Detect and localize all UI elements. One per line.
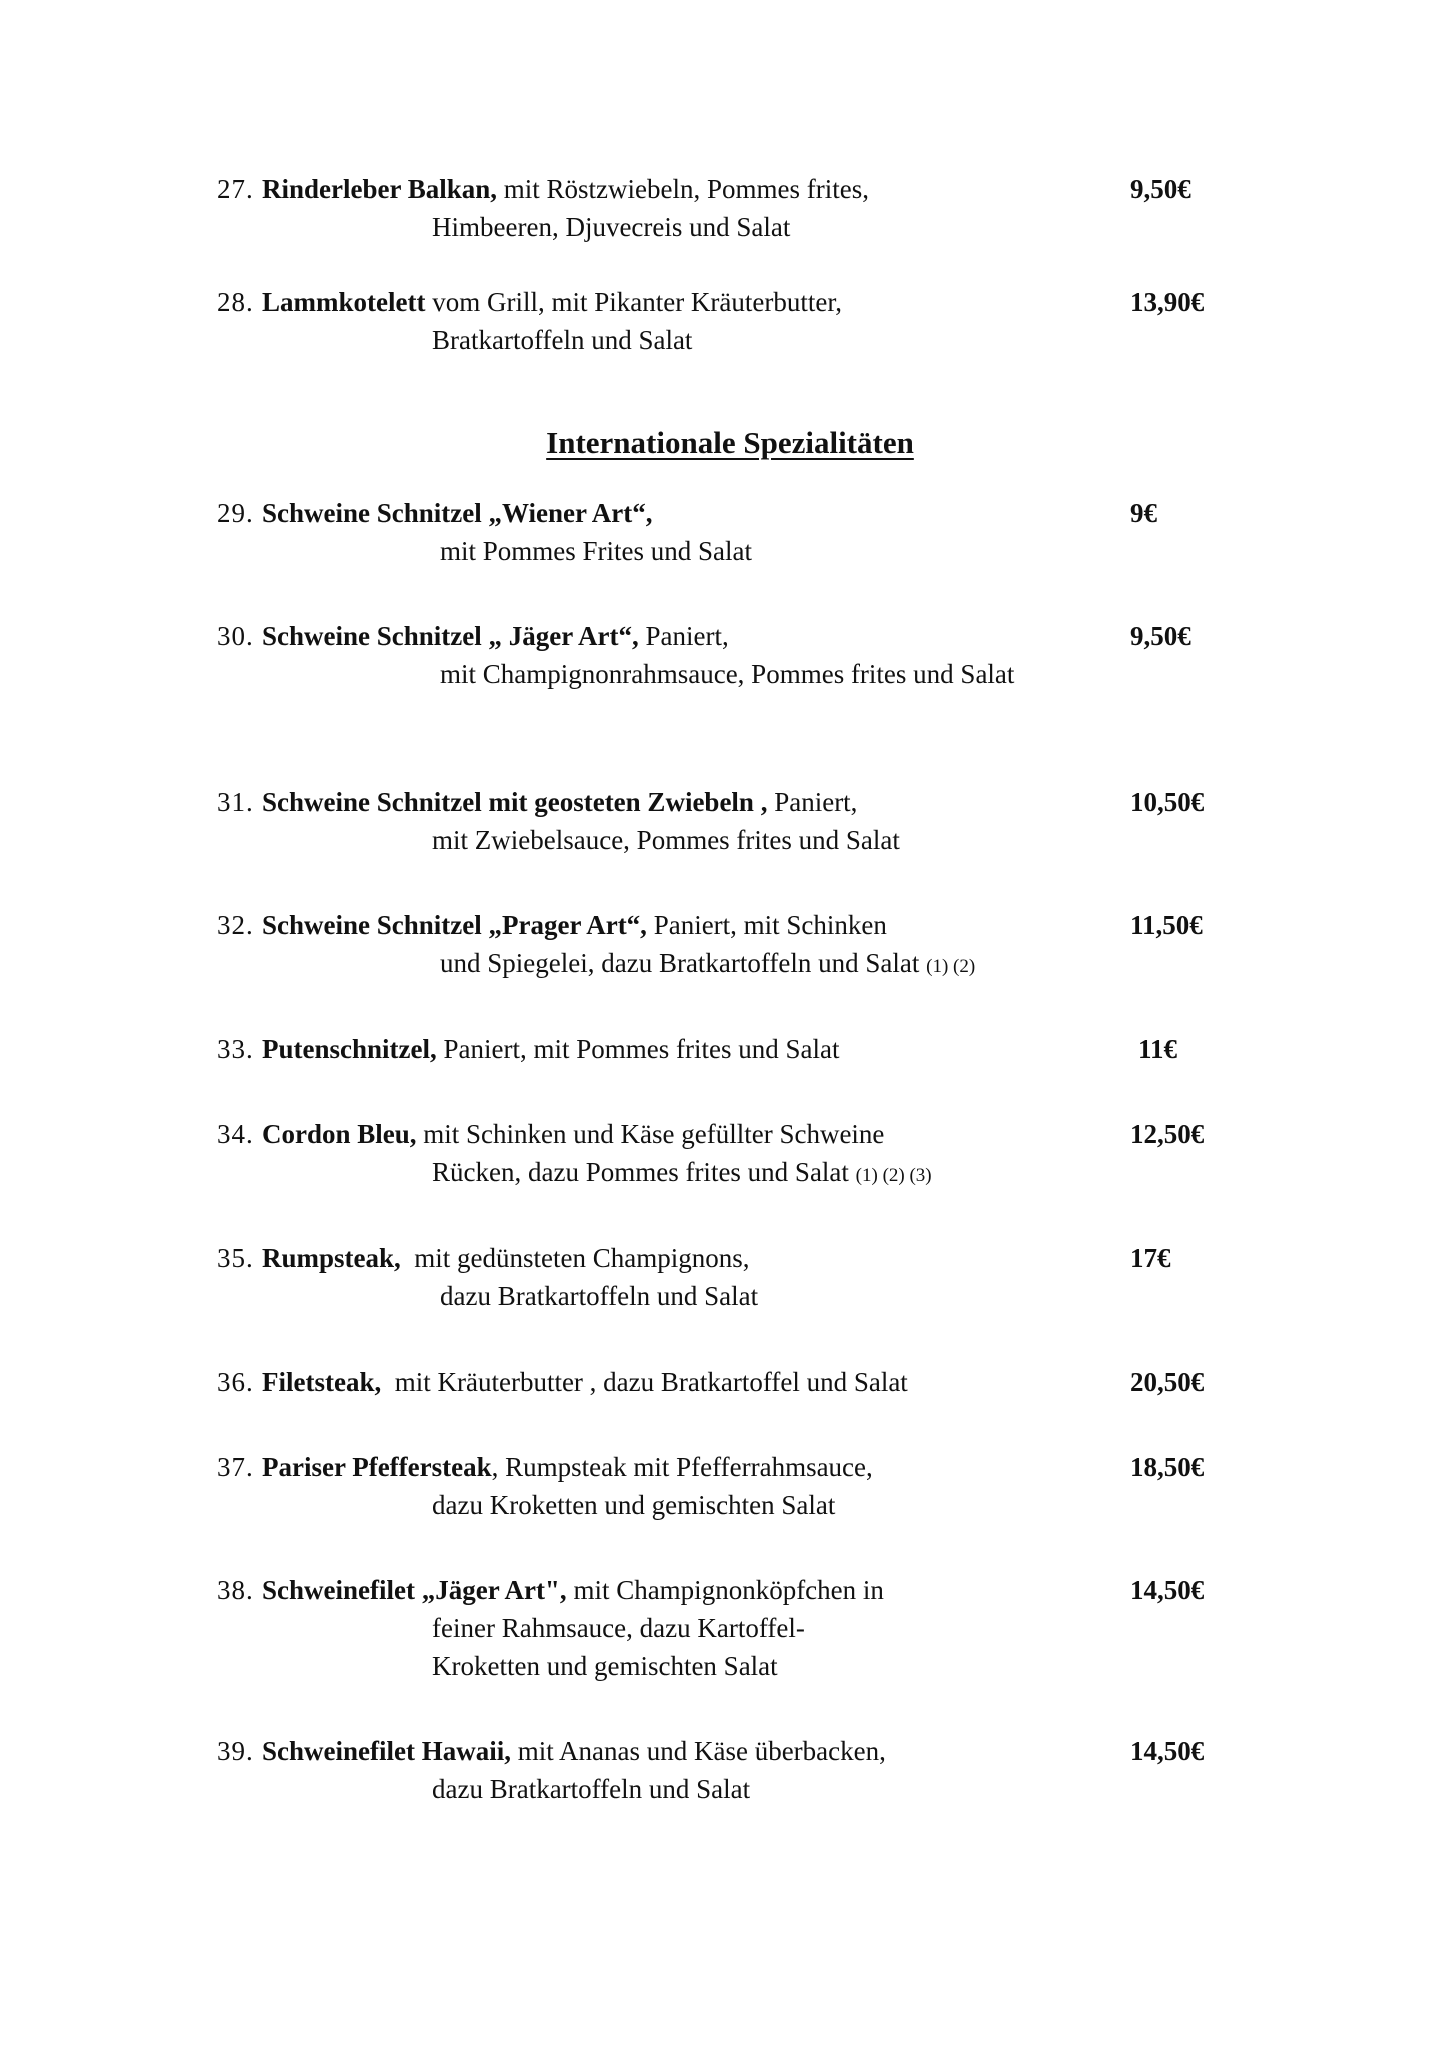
item-number: 34. (217, 1119, 254, 1149)
item-title: Lammkotelett (262, 287, 426, 317)
item-number: 32. (217, 910, 254, 940)
menu-item (0, 494, 1448, 566)
menu-item (0, 1030, 1448, 1068)
allergen-codes: (1) (2) (3) (855, 1165, 932, 1186)
item-description-cont: dazu Kroketten und gemischten Salat (432, 1490, 836, 1520)
item-price: 11,50€ (1130, 910, 1203, 940)
item-number: 29. (217, 498, 254, 528)
section-heading-text: Internationale Spezialitäten (546, 425, 914, 460)
item-number: 38. (217, 1575, 254, 1605)
item-description-cont: und Spiegelei, dazu Bratkartoffeln und Salat (440, 948, 920, 978)
item-description-cont: Himbeeren, Djuvecreis und Salat (432, 212, 791, 242)
item-description: Paniert, mit Schinken (646, 910, 887, 940)
item-number: 27. (217, 174, 254, 204)
menu-item (0, 617, 1448, 689)
item-price: 9€ (1130, 498, 1157, 528)
item-description-cont: mit Zwiebelsauce, Pommes frites und Salat (432, 825, 900, 855)
menu-item (0, 1732, 1448, 1804)
item-description: mit Champignonköpfchen in (566, 1575, 884, 1605)
item-number: 39. (217, 1736, 254, 1766)
menu-item (0, 1363, 1448, 1401)
menu-item (0, 283, 1448, 355)
item-price: 11€ (1138, 1034, 1178, 1064)
menu-item (0, 1571, 1448, 1681)
menu-item (0, 906, 1448, 978)
item-description: Paniert, mit Pommes frites und Salat (436, 1034, 840, 1064)
item-number: 28. (217, 287, 254, 317)
item-price: 18,50€ (1130, 1452, 1205, 1482)
item-description: vom Grill, mit Pikanter Kräuterbutter, (425, 287, 843, 317)
item-price: 10,50€ (1130, 787, 1205, 817)
item-description-cont: Bratkartoffeln und Salat (432, 325, 693, 355)
item-description-cont: mit Pommes Frites und Salat (440, 536, 753, 566)
item-description-cont: dazu Bratkartoffeln und Salat (440, 1281, 759, 1311)
item-title: Schweinefilet „Jäger Art", (262, 1575, 567, 1605)
menu-item (0, 1448, 1448, 1520)
item-title: Cordon Bleu, (262, 1119, 417, 1149)
item-title: Pariser Pfeffersteak (262, 1452, 492, 1482)
item-description: Paniert, (638, 621, 729, 651)
item-description: Paniert, (767, 787, 858, 817)
item-title: Schweinefilet Hawaii, (262, 1736, 511, 1766)
item-description-cont: Kroketten und gemischten Salat (432, 1651, 778, 1681)
item-description-cont: dazu Bratkartoffeln und Salat (432, 1774, 751, 1804)
item-description-cont: Rücken, dazu Pommes frites und Salat (432, 1157, 849, 1187)
item-number: 37. (217, 1452, 254, 1482)
menu-item (0, 170, 1448, 242)
item-title: Schweine Schnitzel „Prager Art“, (262, 910, 647, 940)
item-price: 13,90€ (1130, 287, 1205, 317)
menu-item (0, 783, 1448, 855)
item-title: Rumpsteak, (262, 1243, 401, 1273)
item-title: Schweine Schnitzel „ Jäger Art“, (262, 621, 639, 651)
item-price: 14,50€ (1130, 1575, 1205, 1605)
item-price: 14,50€ (1130, 1736, 1205, 1766)
item-title: Schweine Schnitzel „Wiener Art“, (262, 498, 653, 528)
item-number: 35. (217, 1243, 254, 1273)
item-title: Schweine Schnitzel mit geosteten Zwiebeln , (262, 787, 768, 817)
menu-item (0, 1115, 1448, 1187)
item-description: mit Röstzwiebeln, Pommes frites, (497, 174, 869, 204)
item-number: 31. (217, 787, 254, 817)
item-price: 17€ (1130, 1243, 1171, 1273)
item-number: 33. (217, 1034, 254, 1064)
item-price: 9,50€ (1130, 621, 1191, 651)
allergen-codes: (1) (2) (926, 956, 976, 977)
item-description-cont: feiner Rahmsauce, dazu Kartoffel- (432, 1613, 805, 1643)
section-heading (0, 422, 1448, 464)
item-number: 36. (217, 1367, 254, 1397)
item-description: mit Kräuterbutter , dazu Bratkartoffel und Salat (381, 1367, 908, 1397)
item-price: 12,50€ (1130, 1119, 1205, 1149)
item-title: Filetsteak, (262, 1367, 382, 1397)
item-description: , Rumpsteak mit Pfefferrahmsauce, (491, 1452, 873, 1482)
menu-item (0, 1239, 1448, 1311)
item-description: mit Schinken und Käse gefüllter Schweine (416, 1119, 885, 1149)
item-price: 20,50€ (1130, 1367, 1205, 1397)
item-description-cont: mit Champignonrahmsauce, Pommes frites und Salat (440, 659, 1015, 689)
item-title: Putenschnitzel, (262, 1034, 437, 1064)
item-price: 9,50€ (1130, 174, 1191, 204)
item-title: Rinderleber Balkan, (262, 174, 498, 204)
item-description: mit gedünsteten Champignons, (400, 1243, 750, 1273)
item-number: 30. (217, 621, 254, 651)
item-description: mit Ananas und Käse überbacken, (510, 1736, 886, 1766)
